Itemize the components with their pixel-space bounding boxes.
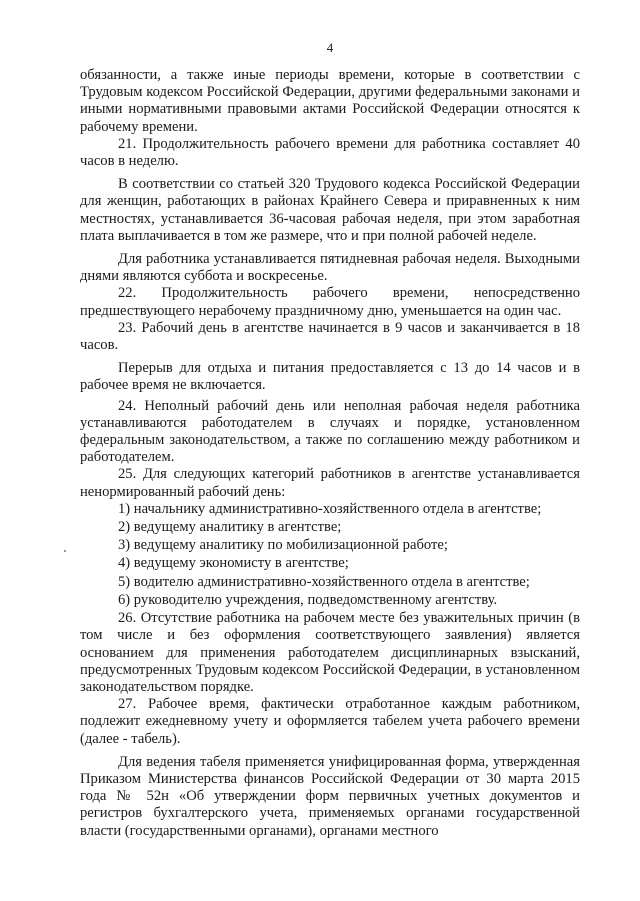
paragraph-23-break: Перерыв для отдыха и питания предоставляется с 13 до 14 часов и в рабочее время не включается.: [80, 360, 580, 394]
paragraph-25: 25. Для следующих категорий работников в агентстве устанавливается ненормированный рабочий день:: [80, 466, 580, 500]
paragraph-continuation: обязанности, а также иные периоды времени, которые в соответствии с Трудовым кодексом Российской Федерации, другими федеральными законами и иными нормативными правовыми актами Российской Федерации относятся к рабочему времени.: [80, 67, 580, 135]
paragraph-22: 22. Продолжительность рабочего времени, непосредственно предшествующего нерабочему праздничному дню, уменьшается на один час.: [80, 285, 580, 319]
document-body: [80, 67, 580, 840]
list-item: 1) начальнику административно-хозяйственного отдела в агентстве;: [118, 500, 542, 517]
paragraph-21: 21. Продолжительность рабочего времени для работника составляет 40 часов в неделю.: [80, 135, 580, 170]
list-item: 5) водителю административно-хозяйственного отдела в агентстве;: [118, 573, 530, 590]
list-item: 2) ведущему аналитику в агентстве;: [118, 519, 342, 536]
paragraph-26: 26. Отсутствие работника на рабочем месте без уважительных причин (в том числе и без оформления соответствующего заявления) является основанием для применения работодателем дисциплинарных взысканий, предусмотренных Трудовым кодексом Российской Федерации, в установленном законодательством порядке.: [80, 610, 580, 695]
document-page: [80, 0, 580, 901]
paragraph-21-five-day-week: Для работника устанавливается пятидневная рабочая неделя. Выходными днями являются суббота и воскресенье.: [80, 251, 580, 285]
paragraph-27-timesheet-form: Для ведения табеля применяется унифицированная форма, утвержденная Приказом Министерства финансов Российской Федерации от 30 марта 2015 года № 52н «Об утверждении форм первичных учетных документов и регистров бухгалтерского учета, применяемых органами государственной власти (государственными органами), органами местного: [80, 753, 580, 839]
paragraph-27: 27. Рабочее время, фактически отработанное каждым работником, подлежит ежедневному учету и оформляется табелем учета рабочего времени (далее - табель).: [80, 696, 580, 747]
list-item: 3) ведущему аналитику по мобилизационной работе;: [118, 537, 448, 554]
paragraph-23: 23. Рабочий день в агентстве начинается в 9 часов и заканчивается в 18 часов.: [80, 319, 580, 354]
scan-artifact: [64, 550, 66, 552]
page-number: 4: [326, 40, 334, 55]
paragraph-21-women: В соответствии со статьей 320 Трудового кодекса Российской Федерации для женщин, работающих в районах Крайнего Севера и приравненных к ним местностях, устанавливается 36-часовая рабочая неделя, при этом заработная плата выплачивается в том же размере, что и при полной рабочей неделе.: [80, 176, 580, 244]
list-item: 4) ведущему экономисту в агентстве;: [118, 555, 349, 572]
list-item: 6) руководителю учреждения, подведомственному агентству.: [118, 591, 498, 608]
paragraph-24: 24. Неполный рабочий день или неполная рабочая неделя работника устанавливаются работодателем в случаях и порядке, установленном федеральным законодательством, а также по соглашению между работником и работодателем.: [80, 397, 580, 466]
